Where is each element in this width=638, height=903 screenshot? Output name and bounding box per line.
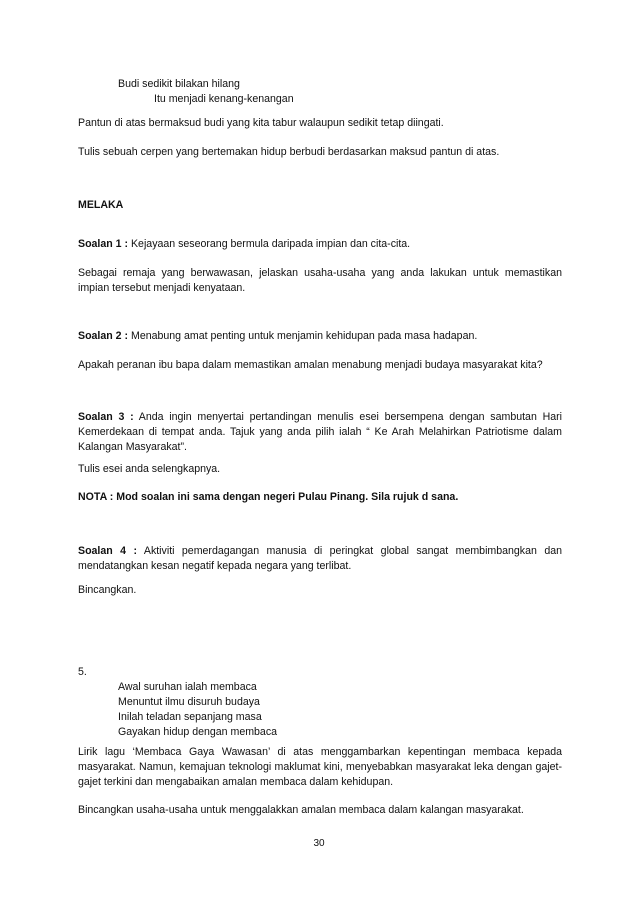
pantun-meaning: Pantun di atas bermaksud budi yang kita tabur walaupun sedikit tetap diingati.	[78, 117, 444, 129]
soalan-2-task: Apakah peranan ibu bapa dalam memastikan amalan menabung menjadi budaya masyarakat kita?	[78, 359, 543, 371]
soalan-5-text: Lirik lagu ‘Membaca Gaya Wawasan’ di atas menggambarkan kepentingan membaca kepada masyarakat. Namun, kemajuan teknologi maklumat kini, menyebabkan masyarakat leka dengan gajet-gajet terkini dan mengabaikan amalan membaca dalam kehidupan.	[78, 746, 562, 788]
state-heading: MELAKA	[78, 199, 124, 211]
soalan-4-text: Aktiviti pemerdagangan manusia di peringkat global sangat membimbangkan dan mendatangkan kesan negatif kepada negara yang terlibat.	[78, 545, 562, 572]
pantun-line-2: Itu menjadi kenang-kenangan	[154, 93, 294, 105]
soalan-2-label: Soalan 2 :	[78, 330, 129, 342]
soalan-5-number: 5.	[78, 666, 87, 678]
pantun-line-1: Budi sedikit bilakan hilang	[118, 78, 240, 90]
lyric-line-2: Menuntut ilmu disuruh budaya	[118, 696, 260, 708]
soalan-4-task: Bincangkan.	[78, 584, 137, 596]
soalan-1-task: Sebagai remaja yang berwawasan, jelaskan usaha-usaha yang anda lakukan untuk memastikan impian tersebut menjadi kenyataan.	[78, 267, 562, 294]
soalan-5-task: Bincangkan usaha-usaha untuk menggalakkan amalan membaca dalam kalangan masyarakat.	[78, 804, 524, 816]
soalan-1-text: Kejayaan seseorang bermula daripada impian dan cita-cita.	[128, 238, 411, 250]
soalan-1	[78, 237, 562, 252]
soalan-3-task: Tulis esei anda selengkapnya.	[78, 463, 221, 475]
soalan-1-label: Soalan 1 :	[78, 238, 129, 250]
pantun-task: Tulis sebuah cerpen yang bertemakan hidup berbudi berdasarkan maksud pantun di atas.	[78, 146, 500, 158]
soalan-3-text: Anda ingin menyertai pertandingan menulis esei bersempena dengan sambutan Hari Kemerdekaan di tempat anda. Tajuk yang anda pilih ialah “ Ke Arah Melahirkan Patriotisme dalam Kalangan Masyarakat”.	[78, 411, 562, 453]
lyric-line-4: Gayakan hidup dengan membaca	[118, 726, 278, 738]
page-number: 30	[313, 838, 325, 849]
lyric-line-1: Awal suruhan ialah membaca	[118, 681, 257, 693]
soalan-4-label: Soalan 4 :	[78, 545, 138, 557]
soalan-2-text: Menabung amat penting untuk menjamin kehidupan pada masa hadapan.	[128, 330, 478, 342]
nota: NOTA : Mod soalan ini sama dengan negeri Pulau Pinang. Sila rujuk d sana.	[78, 491, 459, 503]
soalan-2	[78, 329, 562, 344]
soalan-3	[78, 410, 562, 455]
soalan-3-label: Soalan 3 :	[78, 411, 134, 423]
lyric-line-3: Inilah teladan sepanjang masa	[118, 711, 262, 723]
soalan-4	[78, 544, 562, 574]
